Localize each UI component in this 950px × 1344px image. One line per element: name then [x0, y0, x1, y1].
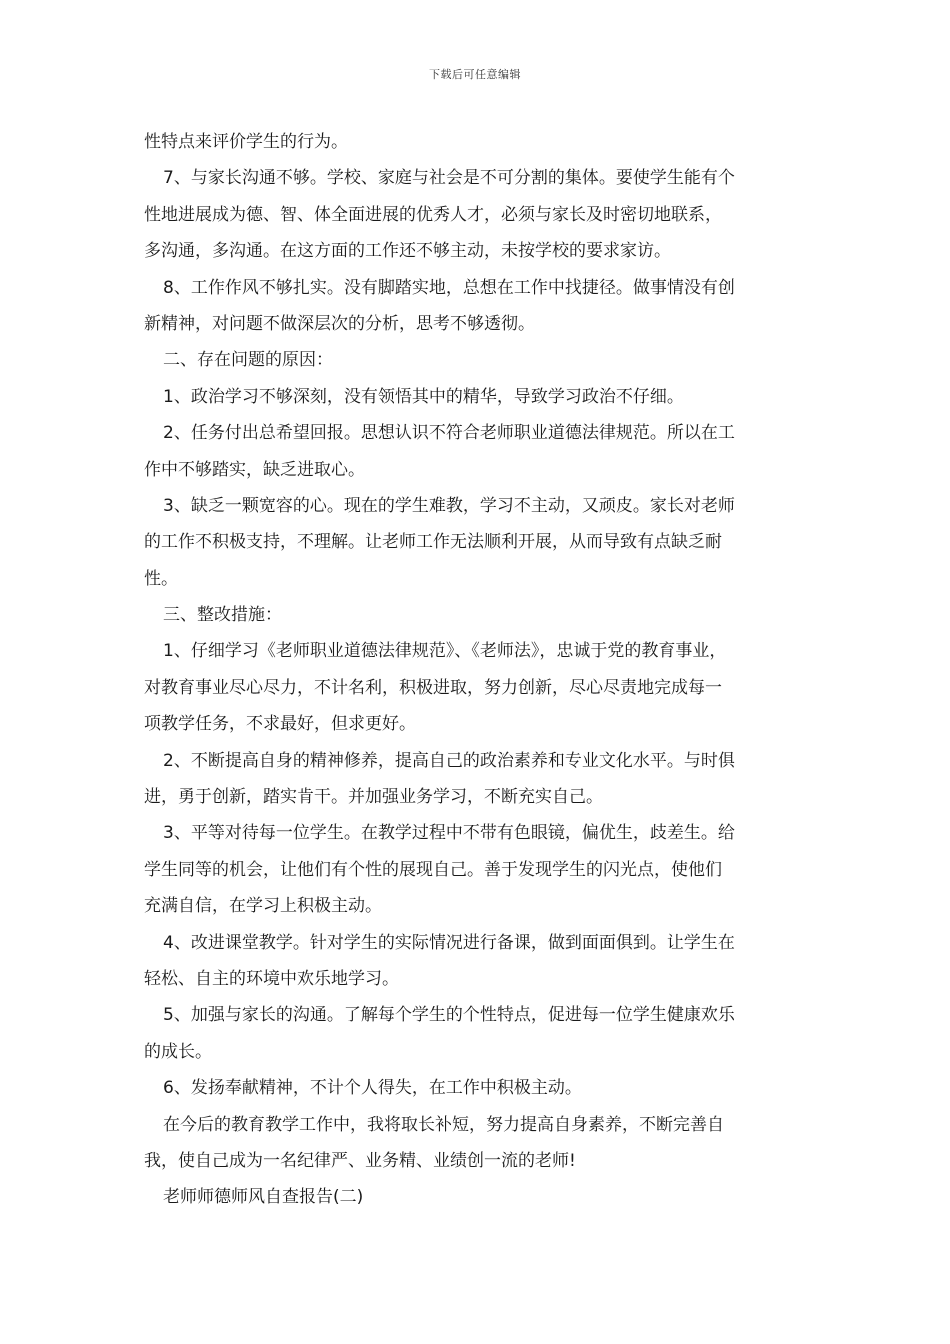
text-line: 3、缺乏一颗宽容的心。现在的学生难教，学习不主动，又顽皮。家长对老师 [163, 495, 735, 516]
text-line: 进，勇于创新，踏实肯干。并加强业务学习，不断充实自己。 [144, 787, 603, 808]
text-line: 1、仔细学习《老师职业道德法律规范》、《老师法》，忠诚于党的教育事业， [163, 641, 727, 662]
text-line: 学生同等的机会，让他们有个性的展现自己。善于发现学生的闪光点，使他们 [144, 859, 722, 880]
document-body [144, 124, 816, 1216]
text-line: 作中不够踏实，缺乏进取心。 [144, 459, 365, 480]
text-line: 新精神，对问题不做深层次的分析，思考不够透彻。 [144, 313, 535, 334]
text-line: 轻松、自主的环境中欢乐地学习。 [144, 968, 399, 989]
text-line: 1、政治学习不够深刻，没有领悟其中的精华，导致学习政治不仔细。 [163, 386, 684, 407]
text-line: 在今后的教育教学工作中，我将取长补短，努力提高自身素养，不断完善自 [163, 1114, 724, 1135]
text-line: 对教育事业尽心尽力，不计名利，积极进取，努力创新，尽心尽责地完成每一 [144, 677, 722, 698]
text-line: 8、工作作风不够扎实。没有脚踏实地，总想在工作中找捷径。做事情没有创 [163, 277, 735, 298]
text-line: 性。 [144, 568, 178, 589]
text-line: 老师师德师风自查报告(二) [163, 1187, 364, 1208]
text-line: 5、加强与家长的沟通。了解每个学生的个性特点，促进每一位学生健康欢乐 [163, 1005, 735, 1026]
text-line: 项教学任务，不求最好，但求更好。 [144, 714, 416, 735]
text-line: 6、发扬奉献精神，不计个人得失，在工作中积极主动。 [163, 1078, 582, 1099]
text-line: 我，使自己成为一名纪律严、业务精、业绩创一流的老师! [144, 1150, 576, 1171]
text-line: 3、平等对待每一位学生。在教学过程中不带有色眼镜，偏优生，歧差生。给 [163, 823, 735, 844]
text-line: 性特点来评价学生的行为。 [144, 132, 348, 152]
text-line: 三、整改措施： [163, 605, 282, 626]
text-line: 2、任务付出总希望回报。思想认识不符合老师职业道德法律规范。所以在工 [163, 423, 735, 444]
text-line: 2、不断提高自身的精神修养，提高自己的政治素养和专业文化水平。与时俱 [163, 750, 735, 771]
page-header: 下载后可任意编辑 [429, 68, 521, 81]
text-line: 7、与家长沟通不够。学校、家庭与社会是不可分割的集体。要使学生能有个 [163, 168, 735, 189]
text-line: 多沟通，多沟通。在这方面的工作还不够主动，未按学校的要求家访。 [144, 241, 671, 262]
text-line: 的成长。 [144, 1041, 212, 1062]
text-line: 性地进展成为德、智、体全面进展的优秀人才，必须与家长及时密切地联系， [144, 204, 722, 225]
text-line: 充满自信，在学习上积极主动。 [144, 896, 382, 917]
text-line: 二、存在问题的原因： [163, 350, 333, 371]
text-line: 的工作不积极支持，不理解。让老师工作无法顺利开展，从而导致有点缺乏耐 [144, 532, 722, 553]
text-line: 4、改进课堂教学。针对学生的实际情况进行备课，做到面面俱到。让学生在 [163, 932, 735, 953]
